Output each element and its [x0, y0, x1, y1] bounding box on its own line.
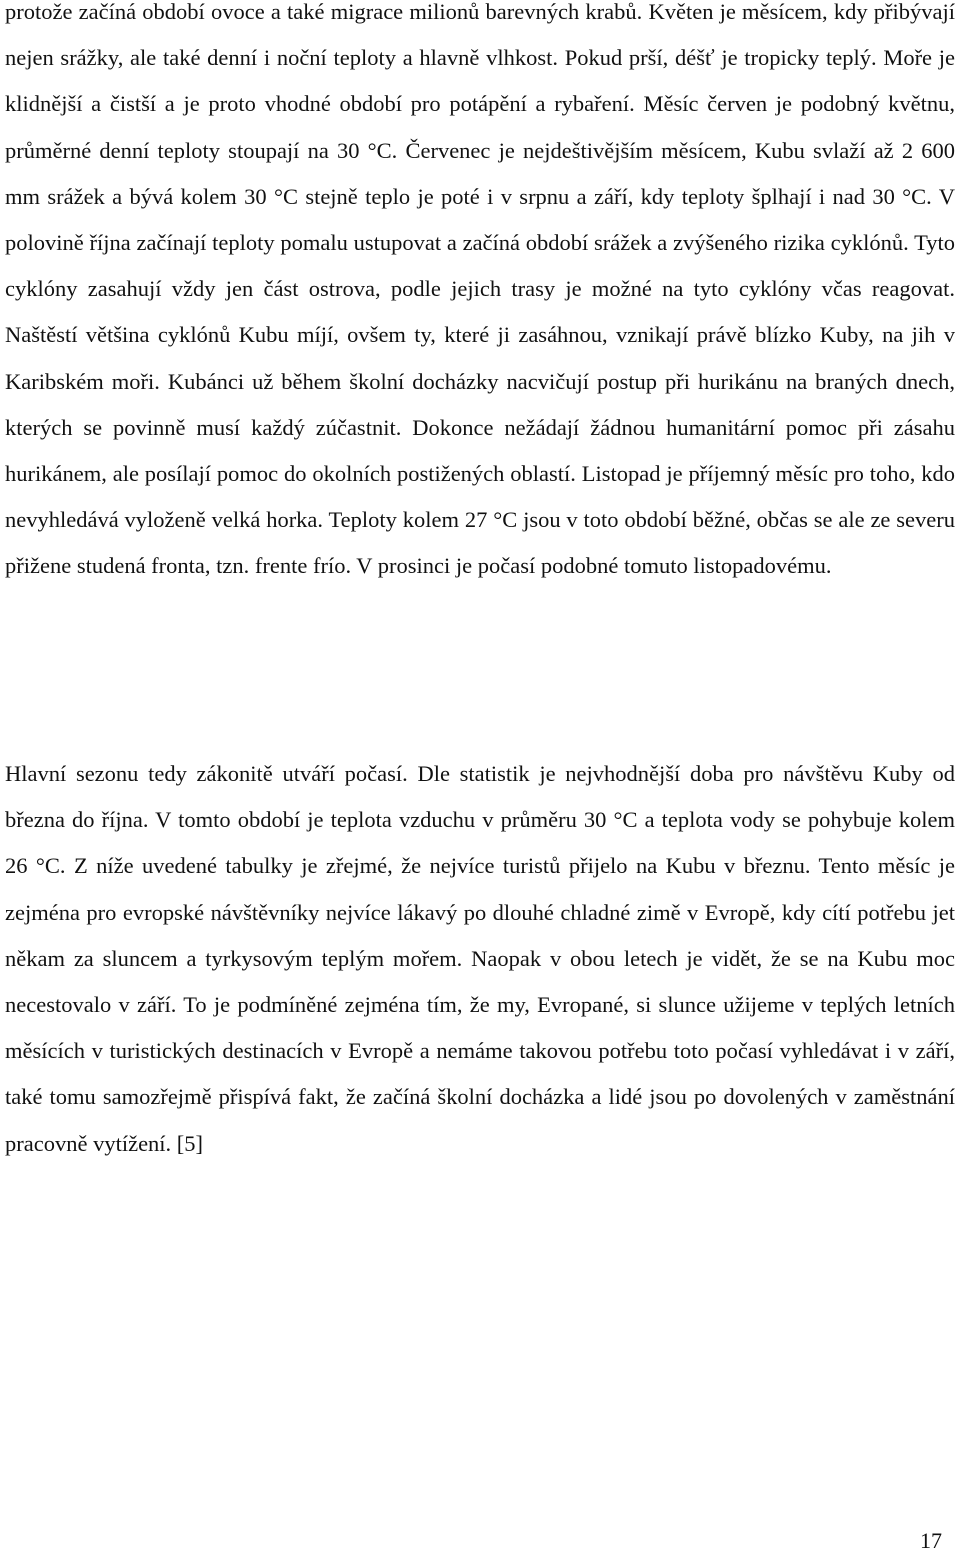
paragraph-main-season: Hlavní sezonu tedy zákonitě utváří počasí. Dle statistik je nejvhodnější doba pro návštěvu Kuby od března do října. V tomto období je teplota vzduchu v průměru 30 °C a teplota vody se pohybuje kolem 26 °C. Z níže uvedené tabulky je zřejmé, že nejvíce turistů přijelo na Kubu v březnu. Tento měsíc je zejména pro evropské návštěvníky nejvíce lákavý po dlouhé chladné zimě v Evropě, kdy cítí potřebu jet někam za sluncem a tyrkysovým teplým mořem. Naopak v obou letech je vidět, že se na Kubu moc necestovalo v září. To je podmíněné zejména tím, že my, Evropané, si slunce užijeme v teplých letních měsících v turistických destinacích v Evropě a nemáme takovou potřebu toto počasí vyhledávat i v září, také tomu samozřejmě přispívá fakt, že začíná školní docházka a lidé jsou po dovolených v zaměstnání pracovně vytížení. [5] — [5, 761, 955, 1156]
paragraph-climate-months: protože začíná období ovoce a také migrace milionů barevných krabů. Květen je měsícem, kdy přibývají nejen srážky, ale také denní i noční teploty a hlavně vlhkost. Pokud prší, déšť je tropicky teplý. Moře je klidnější a čistší a je proto vhodné období pro potápění a rybaření. Měsíc červen je podobný květnu, průměrné denní teploty stoupají na 30 °C. Červenec je nejdeštivějším měsícem, Kubu svlaží až 2 600 mm srážek a bývá kolem 30 °C stejně teplo je poté i v srpnu a září, kdy teploty šplhají i nad 30 °C. V polovině října začínají teploty pomalu ustupovat a začíná období srážek a zvýšeného rizika cyklónů. Tyto cyklóny zasahují vždy jen část ostrova, podle jejich trasy je možné na tyto cyklóny včas reagovat. Naštěstí většina cyklónů Kubu míjí, ovšem ty, které ji zasáhnou, vznikají právě blízko Kuby, na jih v Karibském moři. Kubánci už během školní docházky nacvičují postup při hurikánu na braných dnech, kterých se povinně musí každý zúčastnit. Dokonce nežádají žádnou humanitární pomoc při zásahu hurikánem, ale posílají pomoc do okolních postižených oblastí. Listopad je příjemný měsíc pro toho, kdo nevyhledává vyloženě velká horka. Teploty kolem 27 °C jsou v toto období běžné, občas se ale ze severu přižene studená fronta, tzn. frente frío. V prosinci je počasí podobné tomuto listopadovému. — [5, 0, 955, 579]
page-number: 17 — [920, 1528, 942, 1553]
